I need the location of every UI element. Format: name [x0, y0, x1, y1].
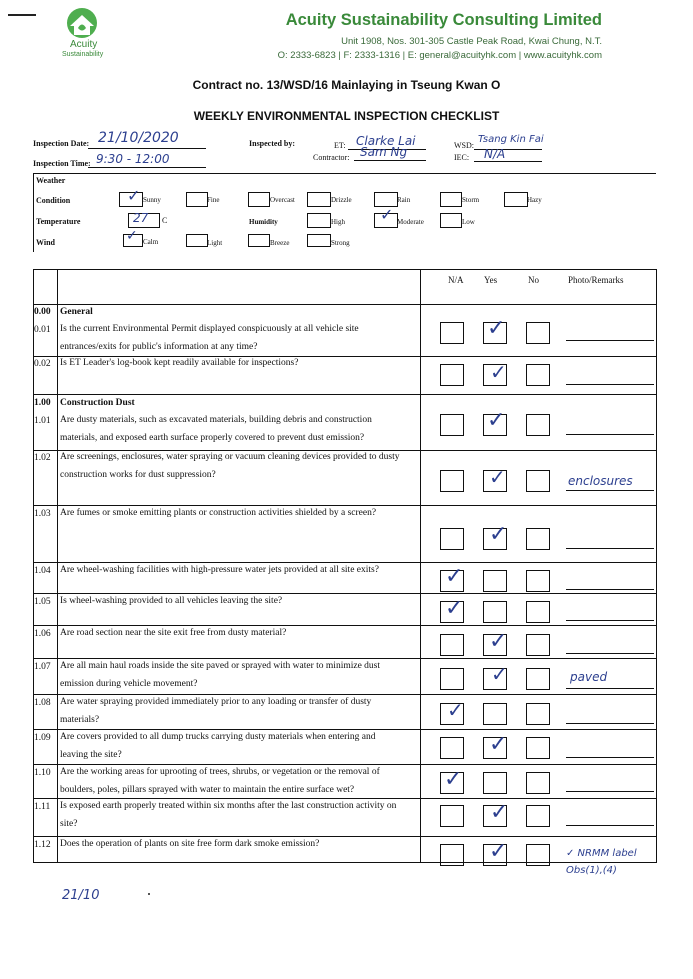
temperature-value: 27 — [133, 211, 149, 225]
item-question — [60, 693, 371, 729]
humidity-high-checkbox[interactable] — [307, 213, 331, 228]
answer-tick: ✓ — [490, 360, 507, 384]
condition-storm-checkbox[interactable] — [440, 192, 462, 207]
item-question-line: Is exposed earth properly treated within six months after the last construction activity on — [60, 801, 397, 811]
humidity-moderate-label: Moderate — [397, 218, 424, 226]
checkbox-yes[interactable] — [483, 703, 507, 725]
remark-line — [566, 653, 654, 654]
logo-subtext: Sustainability — [62, 51, 104, 58]
wind-strong-label: Strong — [331, 239, 350, 247]
item-question-line: Are the working areas for uprooting of trees, shrubs, or vegetation or the removal of — [60, 767, 380, 777]
item-question — [60, 728, 376, 764]
answer-tick: ✓ — [491, 662, 508, 686]
condition-hazy-checkbox[interactable] — [504, 192, 528, 207]
wind-label: Wind — [36, 238, 55, 247]
answer-tick: ✓ — [490, 800, 509, 825]
remark-line — [566, 688, 654, 689]
checkbox-yes[interactable] — [483, 601, 507, 623]
item-number: 0.02 — [34, 359, 51, 369]
humidity-label: Humidity — [249, 218, 278, 226]
item-question — [60, 320, 359, 356]
item-question — [60, 411, 372, 447]
date-label: Inspection Date: — [33, 139, 90, 148]
condition-fine-label: Fine — [207, 196, 220, 204]
checkbox-na[interactable] — [440, 364, 464, 386]
wind-breeze-label: Breeze — [270, 239, 290, 247]
answer-tick: ✓ — [445, 564, 464, 589]
checkbox-no[interactable] — [526, 737, 550, 759]
item-question — [60, 592, 282, 610]
remark-line — [566, 791, 654, 792]
item-question-line: emission during vehicle movement? — [60, 679, 198, 689]
answer-tick: ✓ — [489, 629, 508, 654]
condition-drizzle-checkbox[interactable] — [307, 192, 331, 207]
item-question — [60, 624, 286, 642]
item-number: 0.01 — [34, 325, 51, 335]
wind-strong-checkbox[interactable] — [307, 234, 331, 247]
remark-line — [566, 384, 654, 385]
item-question-line: leaving the site? — [60, 750, 122, 760]
item-question-line: Are water spraying provided immediately prior to any loading or transfer of dusty — [60, 697, 372, 707]
item-question — [60, 657, 380, 693]
remark-line — [566, 340, 654, 341]
col-header-na: N/A — [448, 275, 464, 285]
item-question-line: Is the current Environmental Permit displayed conspicuously at all vehicle site — [60, 324, 359, 334]
date-underline — [88, 148, 206, 149]
item-number: 1.08 — [34, 698, 51, 708]
checkbox-no[interactable] — [526, 601, 550, 623]
section-number: 1.00 — [34, 398, 51, 408]
temperature-label: Temperature — [36, 217, 81, 226]
table-header-bottom — [33, 304, 656, 305]
row-divider — [33, 394, 656, 395]
checkbox-no[interactable] — [526, 844, 550, 866]
condition-label: Condition — [36, 196, 71, 205]
item-question-line: Are wheel-washing facilities with high-pressure water jets provided at all site exits? — [60, 565, 379, 575]
condition-storm-label: Storm — [462, 196, 480, 204]
company-name: Acuity Sustainability Consulting Limited — [285, 11, 602, 29]
checkbox-no[interactable] — [526, 668, 550, 690]
item-number: 1.10 — [34, 768, 51, 778]
form-title: WEEKLY ENVIRONMENTAL INSPECTION CHECKLIST — [193, 109, 500, 123]
checkbox-no[interactable] — [526, 528, 550, 550]
humidity-low-checkbox[interactable] — [440, 213, 462, 228]
remark-line — [566, 548, 654, 549]
item-number: 1.02 — [34, 453, 51, 463]
remark-line — [566, 589, 654, 590]
inspected-by-label: Inspected by: — [249, 139, 296, 148]
checkbox-no[interactable] — [526, 322, 550, 344]
answer-tick: ✓ — [489, 522, 508, 547]
item-question-line: boulders, poles, pillars sprayed with water to maintain the entire surface wet? — [60, 785, 355, 795]
humidity-moderate-tick: ✓ — [380, 205, 394, 224]
logo-text: Acuity — [70, 39, 98, 50]
item-question — [60, 448, 400, 484]
item-number: 1.07 — [34, 662, 51, 672]
condition-sunny-tick: ✓ — [127, 186, 141, 205]
checkbox-no[interactable] — [526, 570, 550, 592]
item-question-line: Are screenings, enclosures, water spraying or vacuum cleaning devices provided to dusty — [60, 452, 400, 462]
item-question-line: Does the operation of plants on site free form dark smoke emission? — [60, 839, 320, 849]
company-logo — [62, 6, 102, 40]
contractor-label: Contractor: — [313, 153, 350, 162]
item-question — [60, 504, 376, 522]
condition-rain-label: Rain — [397, 196, 411, 204]
answer-tick: ✓ — [445, 596, 464, 621]
checkbox-no[interactable] — [526, 414, 550, 436]
corner-dash — [8, 14, 36, 16]
humidity-low-label: Low — [462, 218, 475, 226]
wsd-label: WSD: — [454, 141, 474, 150]
company-contact: O: 2333-6823 | F: 2333-1316 | E: general@acuityhk.com | www.acuityhk.com — [277, 50, 602, 61]
remark-line — [566, 434, 654, 435]
section-title: General — [60, 307, 93, 317]
item-question-line: construction works for dust suppression? — [60, 470, 216, 480]
wsd-value[interactable]: Tsang Kin Fai — [478, 134, 544, 145]
section-number: 0.00 — [34, 307, 51, 317]
checkbox-no[interactable] — [526, 634, 550, 656]
table-col-divider-1 — [57, 269, 58, 862]
wind-light-label: Light — [207, 239, 223, 247]
item-number: 1.09 — [34, 733, 51, 743]
checkbox-na[interactable] — [440, 668, 464, 690]
remark-line — [566, 757, 654, 758]
answer-tick: ✓ — [489, 732, 508, 757]
time-value[interactable]: 9:30 - 12:00 — [96, 152, 170, 166]
weather-title: Weather — [36, 176, 66, 185]
iec-label: IEC: — [454, 153, 470, 162]
item-question — [60, 835, 319, 853]
checkbox-no[interactable] — [526, 470, 550, 492]
col-header-yes: Yes — [484, 275, 498, 285]
answer-tick: ✓ — [444, 767, 463, 792]
checkbox-na[interactable] — [440, 737, 464, 759]
checkbox-no[interactable] — [526, 805, 550, 827]
temperature-unit: C — [162, 216, 168, 225]
checkbox-na[interactable] — [440, 844, 464, 866]
condition-drizzle-label: Drizzle — [331, 196, 352, 204]
item-question-line: Are dusty materials, such as excavated materials, building debris and construction — [60, 415, 372, 425]
contractor-underline — [354, 160, 426, 161]
item-question — [60, 561, 379, 579]
item-number: 1.01 — [34, 416, 51, 426]
date-value[interactable]: 21/10/2020 — [98, 130, 179, 146]
contractor-value[interactable]: Sam Ng — [360, 145, 408, 159]
et-label: ET: — [334, 141, 346, 150]
item-question-line: materials? — [60, 715, 100, 725]
checkbox-no[interactable] — [526, 703, 550, 725]
condition-fine-checkbox[interactable] — [186, 192, 208, 207]
remark-text[interactable]: enclosures — [568, 474, 633, 488]
answer-tick: ✓ — [489, 465, 506, 489]
footer-date-note: 21/10 — [62, 888, 100, 903]
iec-value[interactable]: N/A — [484, 147, 506, 161]
company-address: Unit 1908, Nos. 301-305 Castle Peak Road, Kwai Chung, N.T. — [341, 36, 602, 47]
et-value[interactable]: Clarke Lai — [356, 134, 416, 148]
condition-hazy-label: Hazy — [527, 196, 542, 204]
item-number: 1.06 — [34, 629, 51, 639]
time-label: Inspection Time: — [33, 159, 91, 168]
item-number: 1.05 — [34, 597, 51, 607]
checkbox-yes[interactable] — [483, 570, 507, 592]
condition-sunny-label: Sunny — [143, 196, 161, 204]
checkbox-na[interactable] — [440, 528, 464, 550]
humidity-high-label: High — [331, 218, 345, 226]
remark-line — [566, 490, 654, 491]
checkbox-na[interactable] — [440, 414, 464, 436]
checkbox-na[interactable] — [440, 470, 464, 492]
remark-text[interactable]: paved — [570, 670, 608, 684]
remark-text[interactable]: ✓ NRMM label Obs(1),(4) — [566, 848, 637, 876]
item-question-line: Are covers provided to all dump trucks carrying dusty materials when entering and — [60, 732, 376, 742]
item-question-line: Is wheel-washing provided to all vehicles leaving the site? — [60, 596, 283, 606]
answer-tick: ✓ — [489, 839, 508, 864]
checkbox-na[interactable] — [440, 805, 464, 827]
item-number: 1.11 — [34, 802, 51, 812]
checkbox-na[interactable] — [440, 322, 464, 344]
checkbox-no[interactable] — [526, 364, 550, 386]
checkbox-na[interactable] — [440, 634, 464, 656]
section-title: Construction Dust — [60, 398, 135, 408]
table-col-divider-2 — [420, 269, 421, 862]
item-number: 1.12 — [34, 840, 51, 850]
col-header-remarks: Photo/Remarks — [568, 275, 624, 285]
item-question — [60, 763, 380, 799]
wind-breeze-checkbox[interactable] — [248, 234, 270, 247]
condition-overcast-label: Overcast — [270, 196, 295, 204]
remark-line — [566, 723, 654, 724]
condition-overcast-checkbox[interactable] — [248, 192, 270, 207]
answer-tick: ✓ — [487, 408, 506, 433]
item-number: 1.04 — [34, 566, 51, 576]
checkbox-yes[interactable] — [483, 772, 507, 794]
item-question-line: Is ET Leader's log-book kept readily available for inspections? — [60, 358, 299, 368]
item-question — [60, 354, 298, 372]
answer-tick: ✓ — [487, 316, 506, 341]
col-header-no: No — [528, 275, 539, 285]
iec-underline — [474, 161, 542, 162]
item-question-line: site? — [60, 819, 78, 829]
item-question-line: Are road section near the site exit free from dusty material? — [60, 628, 287, 638]
item-question — [60, 797, 396, 833]
contract-number: Contract no. 13/WSD/16 Mainlaying in Tseung Kwan O — [192, 78, 501, 92]
answer-tick: ✓ — [447, 698, 464, 722]
item-question-line: Are fumes or smoke emitting plants or construction activities shielded by a screen? — [60, 508, 377, 518]
remark-line — [566, 620, 654, 621]
wind-light-checkbox[interactable] — [186, 234, 208, 247]
item-question-line: entrances/exits for public's information at any time? — [60, 342, 258, 352]
wind-calm-tick: ✓ — [126, 228, 138, 244]
item-number: 1.03 — [34, 509, 51, 519]
time-underline — [88, 167, 206, 168]
stray-dot — [148, 893, 150, 895]
item-question-line: materials, and exposed earth surface properly covered to prevent dust emission? — [60, 433, 365, 443]
checkbox-no[interactable] — [526, 772, 550, 794]
remark-line — [566, 825, 654, 826]
wind-calm-label: Calm — [143, 238, 159, 246]
item-question-line: Are all main haul roads inside the site paved or sprayed with water to minimize dust — [60, 661, 381, 671]
